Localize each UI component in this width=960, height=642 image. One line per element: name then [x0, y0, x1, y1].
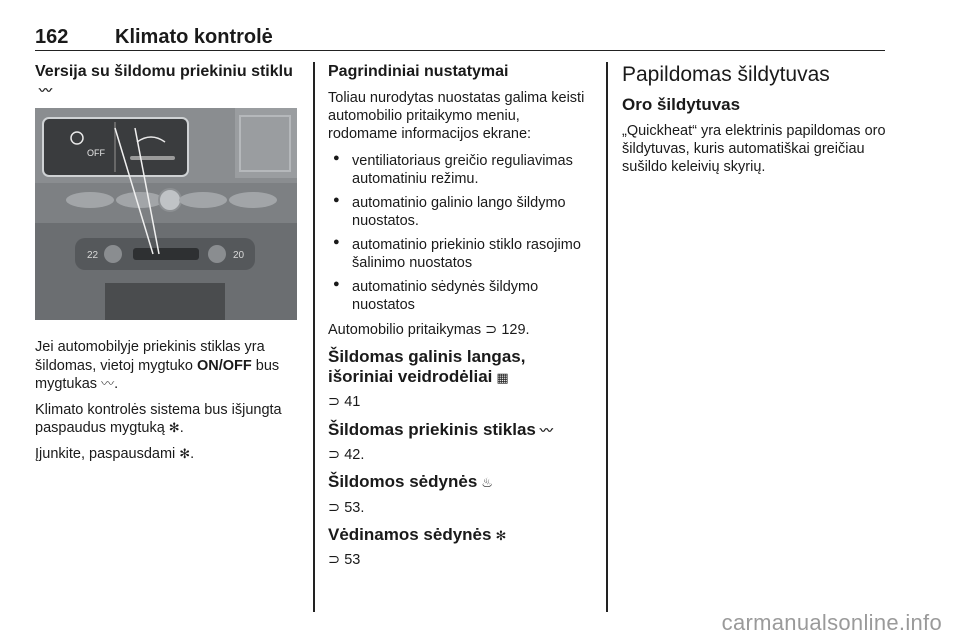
paragraph: Jei automobilyje priekinis stiklas yra šildomas, vietoj mygtuko ON/OFF bus mygtukas 〰.	[35, 339, 280, 392]
fan-off-icon: ✻	[168, 419, 180, 435]
section-heading: Oro šildytuvas	[622, 95, 741, 115]
windshield-heat-icon: 〰	[39, 83, 53, 99]
page-reference[interactable]: ⊃ 42.	[328, 447, 364, 463]
seat-heat-icon: ♨	[481, 475, 493, 491]
fan-icon: ✻	[179, 446, 191, 461]
column-divider	[313, 62, 315, 612]
seat-ventilation-icon: ✻	[495, 527, 507, 543]
control-panel-photo	[35, 108, 297, 320]
paragraph: „Quickheat“ yra elektrinis papildomas oro šildytuvas, kuris automatiškai greičiau sušildo keleivių skyrių.	[622, 122, 886, 175]
paragraph: Klimato kontrolės sistema bus išjungta paspaudus mygtuką ✻.	[35, 401, 282, 436]
watermark: carmanualsonline.info	[721, 610, 942, 635]
section-heading: Pagrindiniai nustatymai	[328, 63, 509, 80]
page-number: 162	[35, 26, 69, 48]
section-heading: Vėdinamos sėdynės ✻	[328, 524, 507, 544]
paragraph: Automobilio pritaikymas ⊃ 129.	[328, 321, 590, 339]
section-heading: Šildomos sėdynės ♨	[328, 472, 493, 492]
bullet-list	[328, 152, 590, 315]
list-item: ● ventiliatoriaus greičio reguliavimas automatiniu režimu.	[328, 152, 590, 188]
paragraph: Įjunkite, paspausdami ✻.	[35, 446, 195, 462]
windshield-heat-icon: 〰	[101, 375, 115, 391]
column-middle	[328, 62, 590, 577]
column-left	[35, 62, 297, 471]
section-heading: Versija su šildomu priekiniu stiklu〰	[35, 63, 293, 99]
paragraph	[328, 551, 590, 569]
paragraph	[328, 446, 590, 464]
column-divider	[606, 62, 608, 612]
left-temp-label: 22	[87, 250, 99, 262]
right-temp-label: 20	[233, 250, 245, 262]
page-reference[interactable]: ⊃ 53.	[328, 500, 364, 516]
section-heading: Šildomas priekinis stiklas 〰	[328, 419, 553, 439]
column-right	[622, 62, 888, 184]
paragraph	[328, 499, 590, 517]
page-header	[35, 14, 885, 51]
section-title: Papildomas šildytuvas	[622, 63, 830, 86]
paragraph: Toliau nurodytas nuostatas galima keisti automobilio pritaikymo meniu, rodomame informacijos ekrane:	[328, 90, 585, 143]
list-item: ● automatinio sėdynės šildymo nuostatos	[328, 278, 590, 314]
page-reference[interactable]: ⊃ 129.	[485, 322, 529, 338]
windshield-heat-icon: 〰	[539, 422, 553, 438]
page-title: Klimato kontrolė	[115, 26, 273, 48]
paragraph	[328, 393, 590, 411]
off-label: OFF	[87, 148, 105, 159]
page-reference[interactable]: ⊃ 53	[328, 552, 360, 568]
list-item: ● automatinio priekinio stiklo rasojimo šalinimo nuostatos	[328, 236, 590, 272]
list-item: ● automatinio galinio lango šildymo nuostatos.	[328, 194, 590, 230]
section-heading: Šildomas galinis langas, išoriniai veidrodėliai ▦	[328, 346, 526, 387]
page-reference[interactable]: ⊃ 41	[328, 394, 360, 410]
rear-window-heat-icon: ▦	[496, 370, 509, 386]
